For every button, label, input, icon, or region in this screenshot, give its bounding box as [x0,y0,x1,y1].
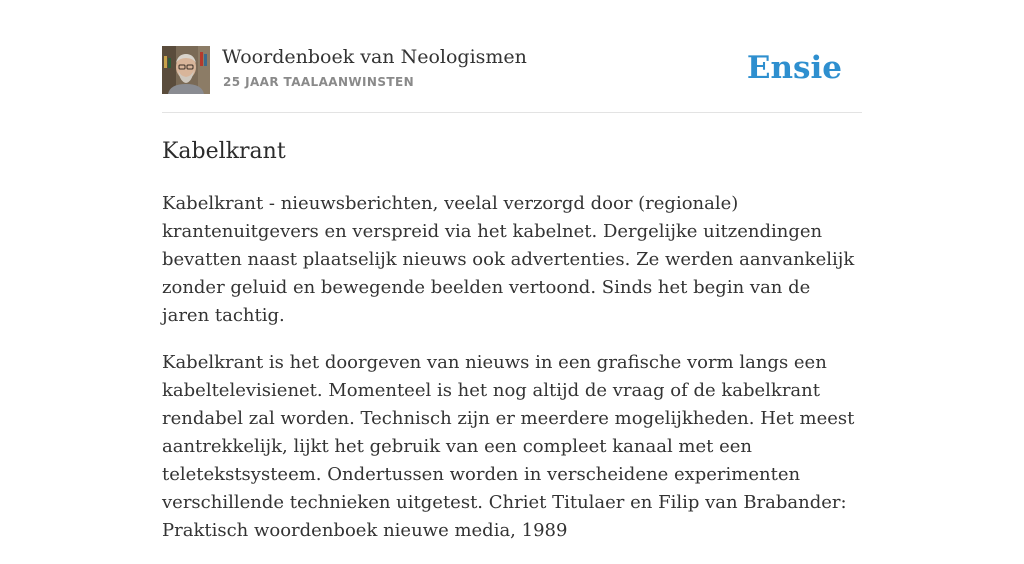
post-title: Kabelkrant [162,139,286,164]
post-paragraph: Kabelkrant is het doorgeven van nieuws in een grafische vorm langs een kabeltelevisienet. Momenteel is het nog altijd de vraag of de kabelkrant rendabel zal worden. Technisch zijn er meerdere mogelijkheden. Het meest aantrekkelijk, lijkt het gebruik van een compleet kanaal met een teletekstsysteem. Ondertussen worden in verscheidene experimenten verschillende technieken uitgetest. Chriet Titulaer en Filip van Brabander: Praktisch woordenboek nieuwe media, 1989 [162,352,855,541]
blog-subtitle: 25 JAAR TAALAANWINSTEN [223,75,415,89]
post-card [162,46,862,541]
post-header [162,46,862,113]
post-body [162,190,862,564]
post-paragraph: Kabelkrant - nieuwsberichten, veelal verzorgd door (regionale) krantenuitgevers en verspreid via het kabelnet. Dergelijke uitzendingen bevatten naast plaatselijk nieuws ook advertenties. Ze werden aanvankelijk zonder geluid en bewegende beelden vertoond. Sinds het begin van de jaren tachtig. [162,193,855,326]
avatar[interactable] [162,46,210,94]
blog-title[interactable]: Woordenboek van Neologismen [222,46,527,68]
brand-logo[interactable]: Ensie [746,50,842,86]
author-portrait-avatar-icon [162,46,210,94]
